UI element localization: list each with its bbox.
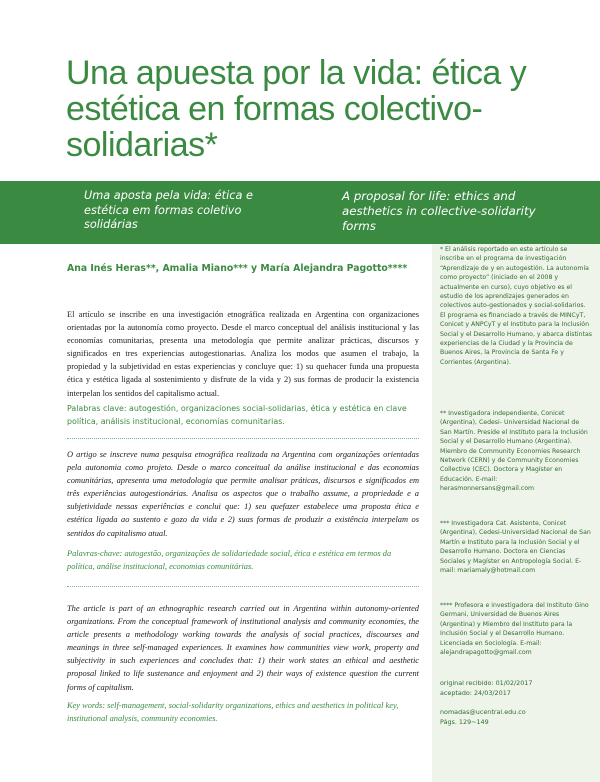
page-range: Págs. 129~149 [440, 718, 489, 726]
authors: Ana Inés Heras**, Amalia Miano*** y María Alejandra Pagotto**** [67, 263, 408, 274]
footnote-1: * El análisis reportado en este artículo se inscribe en el programa de investigación “Aprendizaje de y en autogestión. La autonomía como proyecto” (iniciado en el 2008 y actualmente en curso), cuyo objetivo es el estudio de los aprendizajes generados en colectivos auto-gestionados y social-solidarios. El programa es financiado a través de MINCyT, Conicet y ANPCyT y el Instituto para la Inclusión Social y el Desarrollo Humano, y abarca distintas experiencias de la Ciudad y la Provincia de Buenos Aires, la Provincia de Santa Fe y Corrientes (Argentina). [440, 246, 592, 366]
article-title: Una apuesta por la vida: ética y estética en formas colectivo-solidarias* [66, 54, 527, 164]
keywords-spanish: Palabras clave: autogestión, organizaciones social-solidarias, ética y estética en clave política, análisis institucional, economías comunitarias. [67, 404, 407, 426]
footnote-4: **** Profesora e investigadora del Instituto Gino Germani, Universidad de Buenos Aires (Argentina) y Miembro del Instituto para la Inclusión Social y el Desarrollo Humano. Licenciada en Sociología. E-mail: alejandrapagotto@gmail.com [440, 602, 589, 657]
accepted-date: aceptado: 24/03/2017 [440, 689, 511, 697]
footnote-2: ** Investigadora independiente, Conicet (Argentina), Cedesi- Universidad Nacional de San Martín. Preside el Instituto para la Inclusión Social y el Desarrollo Humano (Argentina). Miembro de Community Economies Research Network (CERN) y de Community Economies Collective (CEC). Doctora y Magíster en Educación. E-mail: herasmonnersans@gmail.com [440, 410, 588, 493]
keywords-english: Key words: self-management, social-solidarity organizations, ethics and aesthetics in political key, institutional analysis, community economies. [67, 701, 399, 723]
journal-email: nomadas@ucentral.edu.co [440, 708, 526, 716]
section-divider [67, 586, 419, 587]
section-divider [67, 438, 419, 439]
title-portuguese: Uma aposta pela vida: ética e estética em formas coletivo solidárias [84, 189, 253, 231]
keywords-portuguese: Palavras-chave: autogestão, organizações de solidariedade social, ética e estética em termos da política, análise institucional, economias comunitárias. [67, 549, 392, 571]
abstract-portuguese: O artigo se inscreve numa pesquisa etnográfica realizada na Argentina com organizações orientadas pela autonomia como projeto. Desde o marco conceitual da análise institucional e das economias comunitárias, apresenta uma metodologia que permite analisar práticas, discursos e significados em três experiências autogestionárias. Analisa os aspectos que o trabalho assume, a propriedade e a subjetividade nessas experiências e conclui que: 1) seu quefazer estabelece uma proposta ética e estética ligada ao sustento e gozo da vida e 2) suas formas de produzir a existência interpelam os sentidos do capitalismo atual. [67, 450, 419, 538]
received-date: original recibido: 01/02/2017 [440, 679, 533, 687]
footnote-3: *** Investigadora Cat. Asistente, Conicet (Argentina), Cedesi-Universidad Nacional de San Martín e Instituto para la Inclusión Social y el Desarrollo Humano. Doctora en Ciencias Sociales y Magíster en Antropología Social. E-mail: mariamaly@hotmail.com [440, 520, 591, 575]
abstract-spanish: El artículo se inscribe en una investigación etnográfica realizada en Argentina con organizaciones orientadas por la autonomía como proyecto. Desde el marco conceptual del análisis institucional y las economías comunitarias, presenta una metodología que permite analizar prácticas, discursos y significados en tres experiencias autogestionarias. Analiza los modos que asumen el trabajo, la propiedad y la subjetividad en estas experiencias y concluye que: 1) su quehacer funda una propuesta ética y estética ligada al sostenimiento y disfrute de la vida y 2) sus formas de producir la existencia interpelan los sentidos del capitalismo actual. [67, 310, 419, 398]
abstract-english: The article is part of an ethnographic research carried out in Argentina within autonomy-oriented organizations. From the conceptual framework of institutional analysis and community economies, the article presents a methodology working towards the analysis of social practices, discourses and meanings in three self-managed experiences. It examines how communities view work, property and subjectivity in such experiences and concludes that: 1) their work states an ethical and aesthetic proposal linked to life sustenance and enjoyment and 2) their ways of existence question the current forms of capitalism. [67, 604, 419, 692]
title-english: A proposal for life: ethics and aesthetics in collective-solidarity forms [342, 189, 536, 233]
